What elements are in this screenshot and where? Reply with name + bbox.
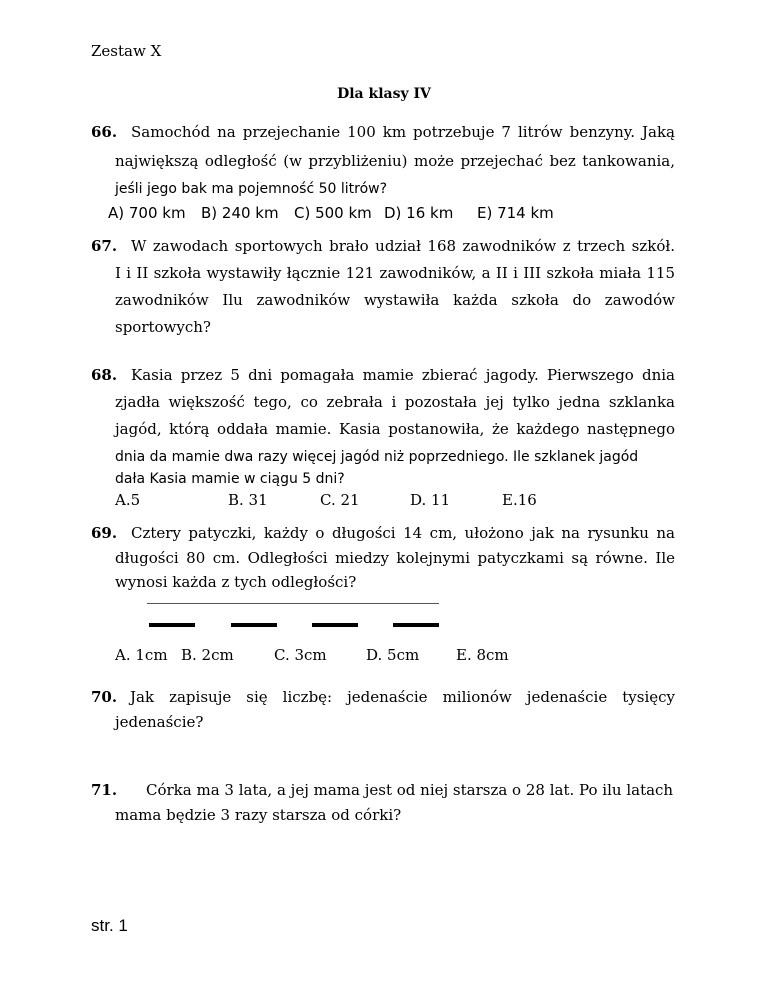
answer-option: A. 1cm: [115, 646, 168, 664]
problem-text-line: dnia da mamie dwa razy więcej jagód niż poprzedniego. Ile szklanek jagód: [115, 449, 639, 465]
problem-text-line: Kasia przez 5 dni pomagała mamie zbierać jagody. Pierwszego dnia: [131, 366, 675, 384]
problem-number: 71.: [91, 781, 118, 799]
answer-option: A) 700 km: [108, 204, 186, 222]
stick: [393, 623, 439, 627]
stick: [231, 623, 277, 627]
stick: [149, 623, 195, 627]
answer-option: D. 11: [410, 491, 451, 509]
problem-text-line: dała Kasia mamie w ciągu 5 dni?: [115, 471, 345, 487]
answer-option: D. 5cm: [366, 646, 420, 664]
answer-option: E. 8cm: [456, 646, 509, 664]
section-title: Dla klasy IV: [337, 86, 431, 102]
set-label: Zestaw X: [91, 42, 162, 60]
problem-number: 70.: [91, 688, 118, 706]
problem-text-line: Samochód na przejechanie 100 km potrzebuje 7 litrów benzyny. Jaką: [131, 123, 675, 141]
problem-text-line: Córka ma 3 lata, a jej mama jest od niej starsza o 28 lat. Po ilu latach: [146, 781, 674, 799]
length-line: [147, 603, 439, 604]
page-number: str. 1: [91, 916, 128, 935]
problem-text-line: wynosi każda z tych odległości?: [115, 573, 357, 591]
answer-option: D) 16 km: [384, 204, 454, 222]
problem-number: 68.: [91, 366, 118, 384]
answer-option: C. 21: [320, 491, 360, 509]
answer-option: C) 500 km: [294, 204, 372, 222]
problem-text-line: sportowych?: [115, 318, 211, 336]
problem-number: 67.: [91, 237, 118, 255]
answer-option: C. 3cm: [274, 646, 327, 664]
problem-text-line: Cztery patyczki, każdy o długości 14 cm, ułożono jak na rysunku na: [131, 524, 675, 542]
problem-text-line: zjadła większość tego, co zebrała i pozostała jej tylko jedna szklanka: [115, 393, 675, 411]
problem-text-line: zawodników Ilu zawodników wystawiła każda szkoła do zawodów: [115, 291, 675, 309]
problem-number: 66.: [91, 123, 118, 141]
answer-option: E.16: [502, 491, 537, 509]
answer-option: B. 2cm: [181, 646, 234, 664]
answer-option: E) 714 km: [477, 204, 554, 222]
answer-option: B. 31: [228, 491, 268, 509]
problem-text-line: jedenaście?: [115, 713, 204, 731]
problem-text-line: jeśli jego bak ma pojemność 50 litrów?: [115, 181, 388, 197]
problem-number: 69.: [91, 524, 118, 542]
problem-text-line: największą odległość (w przybliżeniu) może przejechać bez tankowania,: [115, 152, 675, 170]
problem-text-line: długości 80 cm. Odległości miedzy kolejnymi patyczkami są równe. Ile: [115, 549, 675, 567]
problem-text-line: jagód, którą oddała mamie. Kasia postanowiła, że każdego następnego: [115, 420, 675, 438]
answer-option: B) 240 km: [201, 204, 279, 222]
problem-text-line: W zawodach sportowych brało udział 168 zawodników z trzech szkół.: [131, 237, 675, 255]
stick: [312, 623, 358, 627]
problem-text-line: Jak zapisuje się liczbę: jedenaście milionów jedenaście tysięcy: [130, 688, 675, 706]
answer-option: A.5: [115, 491, 141, 509]
problem-text-line: I i II szkoła wystawiły łącznie 121 zawodników, a II i III szkoła miała 115: [115, 264, 675, 282]
problem-text-line: mama będzie 3 razy starsza od córki?: [115, 806, 402, 824]
